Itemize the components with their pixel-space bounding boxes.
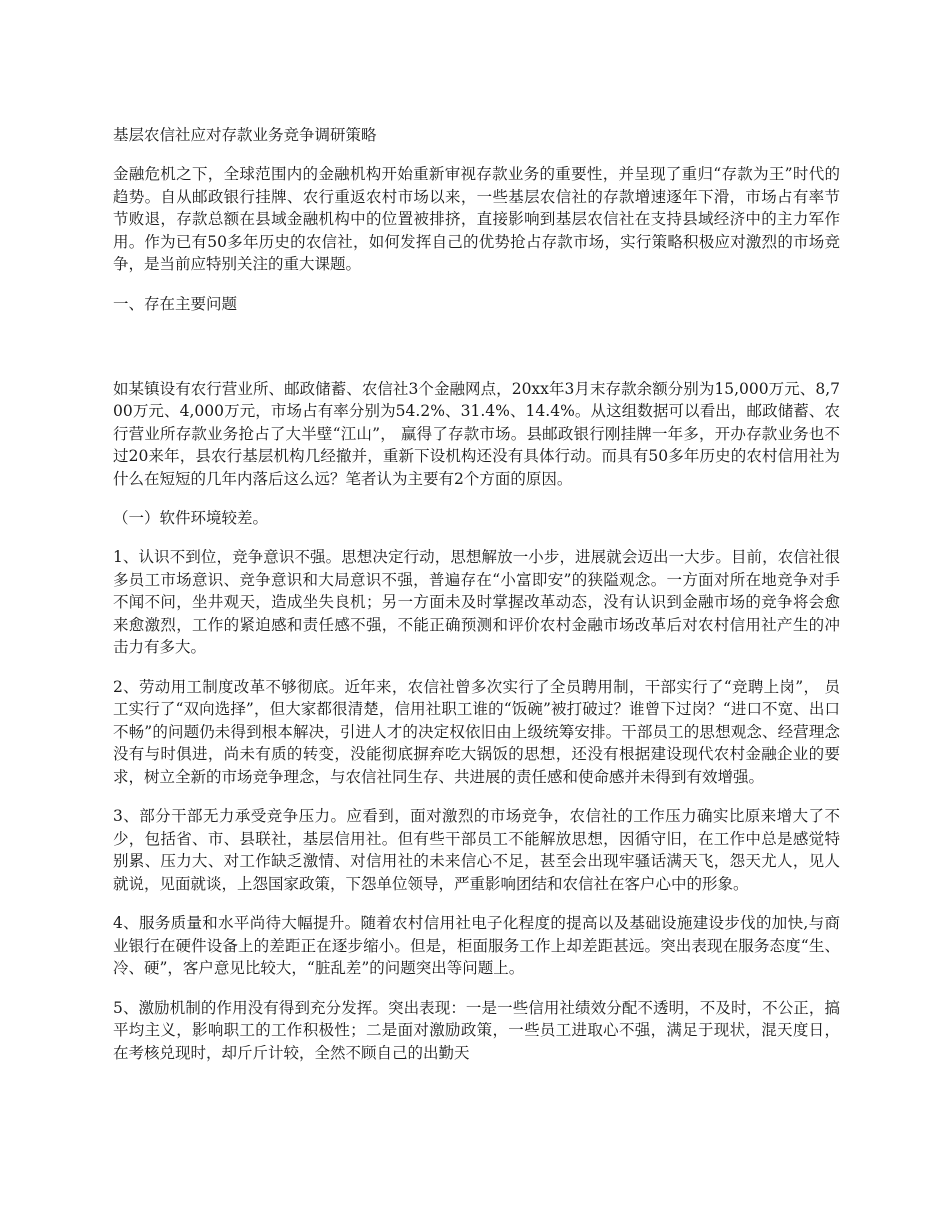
section-heading-problems: 一、存在主要问题	[113, 294, 238, 313]
point-paragraph-4: 4、服务质量和水平尚待大幅提升。随着农村信用社电子化程度的提高以及基础设施建设步伐的加快,与商业银行在硬件设备上的差距正在逐步缩小。但是，柜面服务工作上却差距甚远。突出表现在服务态度“生、冷、硬”，客户意见比较大，“脏乱差”的问题突出等问题上。	[113, 914, 840, 977]
subsection-heading-software-environment: （一）软件环境较差。	[113, 509, 269, 527]
section-paragraph-market-data: 如某镇设有农行营业所、邮政储蓄、农信社3个金融网点，20xx年3月末存款余额分别为15,000万元、8,700万元、4,000万元，市场占有率分别为54.2%、31.4%、14.4%。从这组数据可以看出，邮政储蓄、农行营业所存款业务抢占了大半壁“江山”， 赢得了存款市场。县邮政银行刚挂牌一年多，开办存款业务也不过20来年，县农行基层机构几经撤并，重新下设机构还没有具体行动。而具有50多年历史的农村信用社为什么在短短的几年内落后这么远？笔者认为主要有2个方面的原因。	[113, 379, 840, 488]
intro-paragraph: 金融危机之下，全球范围内的金融机构开始重新审视存款业务的重要性，并呈现了重归“存款为王”时代的趋势。自从邮政银行挂牌、农行重返农村市场以来，一些基层农信社的存款增速逐年下滑，市场占有率节节败退，存款总额在县域金融机构中的位置被排挤，直接影响到基层农信社在支持县域经济中的主力军作用。作为已有50多年历史的农信社，如何发挥自己的优势抢占存款市场，实行策略积极应对激烈的市场竞争，是当前应特别关注的重大课题。	[113, 165, 840, 273]
point-paragraph-2: 2、劳动用工制度改革不够彻底。近年来，农信社曾多次实行了全员聘用制，干部实行了“竞聘上岗”， 员工实行了“双向选择”，但大家都很清楚，信用社职工谁的“饭碗”被打破过？谁曾下过岗？“进口不宽、出口不畅”的问题仍未得到根本解决，引进人才的决定权依旧由上级统筹安排。干部员工的思想观念、经营理念没有与时俱进，尚未有质的转变，没能彻底摒弃吃大锅饭的思想，还没有根据建设现代农村金融企业的要求，树立全新的市场竞争理念，与农信社同生存、共进展的责任感和使命感并未得到有效增强。	[113, 677, 840, 786]
document-title: 基层农信社应对存款业务竞争调研策略	[113, 126, 377, 144]
point-paragraph-3: 3、部分干部无力承受竞争压力。应看到，面对激烈的市场竞争，农信社的工作压力确实比原来增大了不少，包括省、市、县联社，基层信用社。但有些干部员工不能解放思想，因循守旧，在工作中总是感觉特别累、压力大、对工作缺乏激情、对信用社的未来信心不足，甚至会出现牢骚话满天飞，怨天尤人，见人就说，见面就谈，上怨国家政策，下怨单位领导，严重影响团结和农信社在客户心中的形象。	[113, 807, 840, 893]
point-paragraph-5: 5、激励机制的作用没有得到充分发挥。突出表现：一是一些信用社绩效分配不透明，不及时，不公正，搞平均主义，影响职工的工作积极性；二是面对激励政策，一些员工进取心不强，满足于现状，混天度日，在考核兑现时，却斤斤计较，全然不顾自己的出勤天	[113, 998, 840, 1062]
point-paragraph-1: 1、认识不到位，竞争意识不强。思想决定行动，思想解放一小步，进展就会迈出一大步。目前，农信社很多员工市场意识、竞争意识和大局意识不强，普遍存在“小富即安”的狭隘观念。一方面对所在地竞争对手不闻不问，坐井观天，造成坐失良机；另一方面未及时掌握改革动态，没有认识到金融市场的竞争将会愈来愈激烈，工作的紧迫感和责任感不强，不能正确预测和评价农村金融市场改革后对农村信用社产生的冲击力有多大。	[113, 548, 840, 656]
